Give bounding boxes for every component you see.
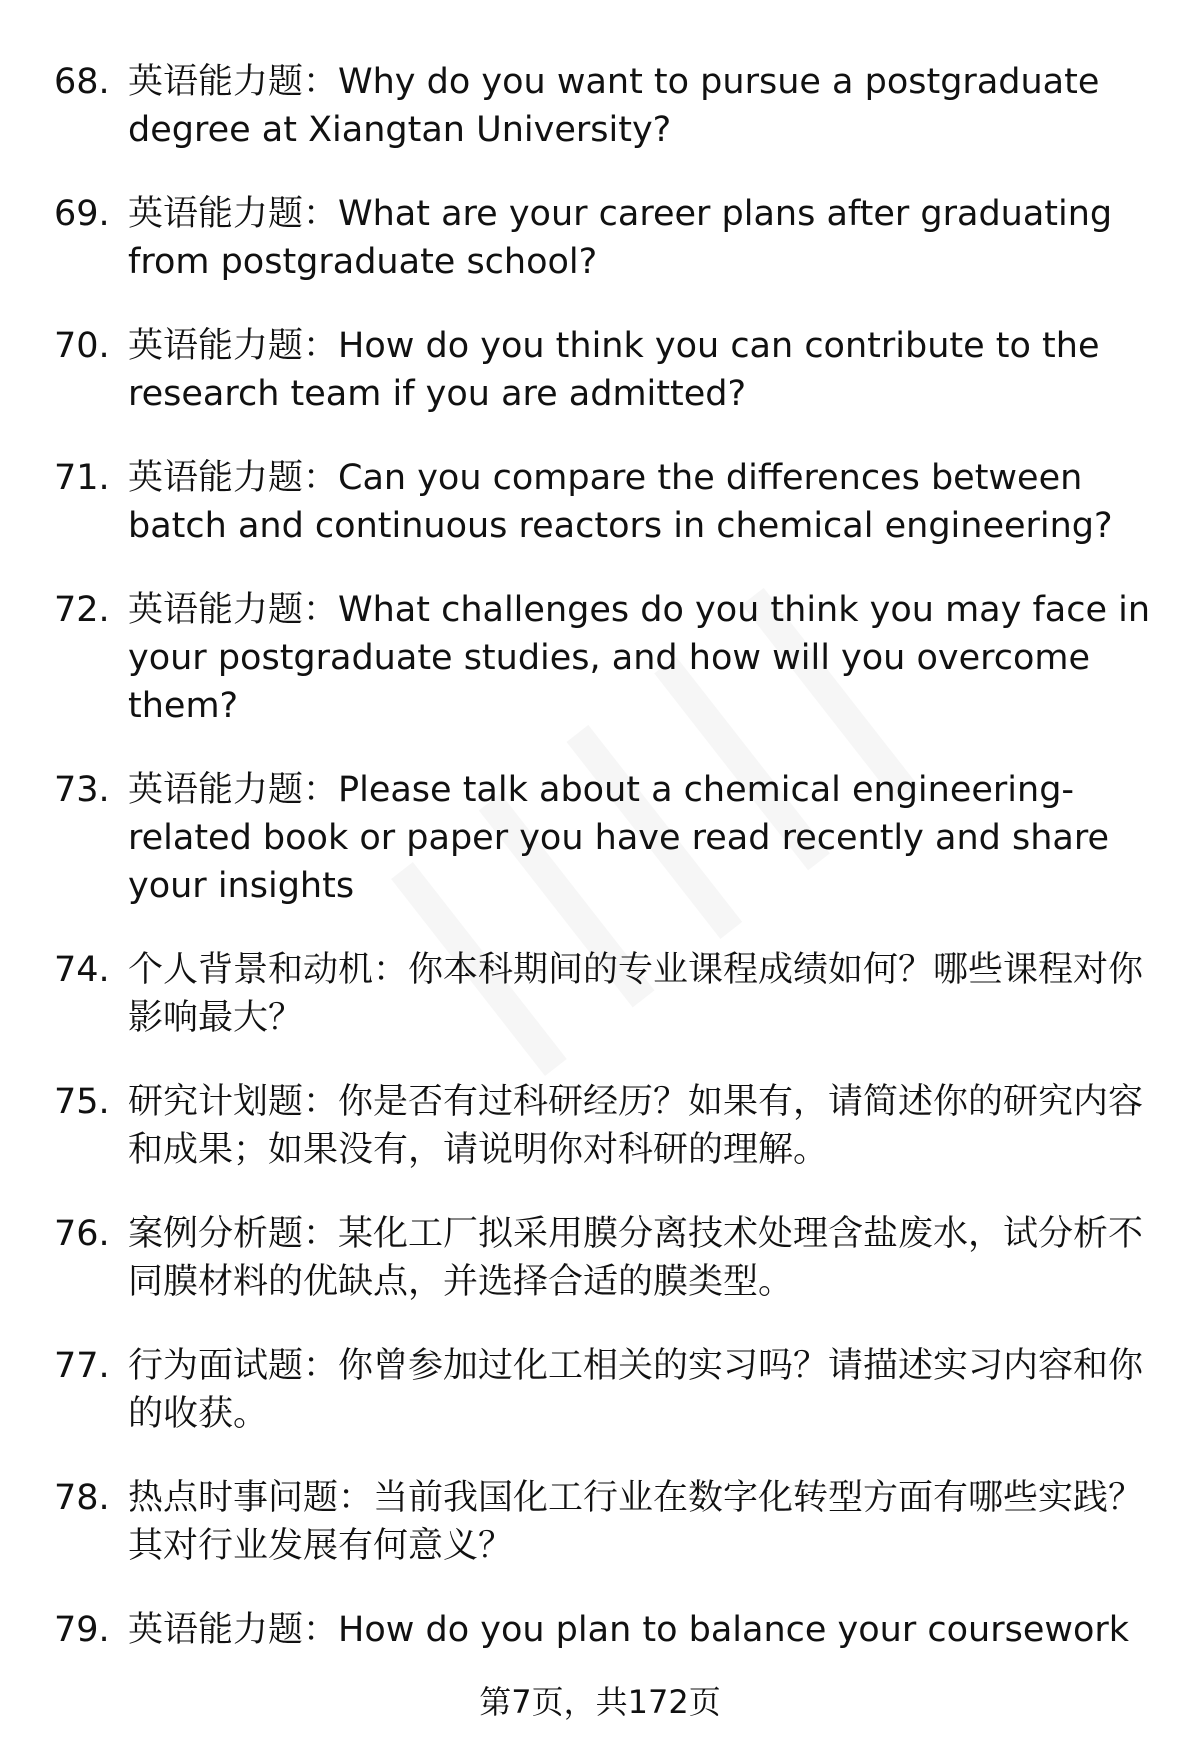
list-item bbox=[54, 1210, 1154, 1306]
question-number: 78. bbox=[54, 1478, 110, 1518]
list-item bbox=[54, 1342, 1154, 1438]
list-item bbox=[54, 58, 1154, 154]
list-item bbox=[54, 766, 1154, 910]
question-list bbox=[54, 58, 1154, 1690]
question-number: 70. bbox=[54, 326, 110, 366]
list-item bbox=[54, 1078, 1154, 1174]
question-number: 69. bbox=[54, 194, 110, 234]
question-text: 英语能力题：Please talk about a chemical engineering-related book or paper you have read recently and share your insights bbox=[128, 770, 1109, 906]
list-item bbox=[54, 1606, 1154, 1654]
list-item bbox=[54, 190, 1154, 286]
question-text: 英语能力题：Can you compare the differences between batch and continuous reactors in chemical engineering? bbox=[128, 458, 1113, 546]
question-number: 71. bbox=[54, 458, 110, 498]
question-text: 案例分析题：某化工厂拟采用膜分离技术处理含盐废水，试分析不同膜材料的优缺点，并选择合适的膜类型。 bbox=[128, 1214, 1144, 1302]
question-text: 热点时事问题：当前我国化工行业在数字化转型方面有哪些实践？其对行业发展有何意义？ bbox=[128, 1478, 1144, 1566]
question-number: 79. bbox=[54, 1610, 110, 1650]
list-item bbox=[54, 946, 1154, 1042]
question-number: 75. bbox=[54, 1082, 110, 1122]
list-item bbox=[54, 1474, 1154, 1570]
question-number: 77. bbox=[54, 1346, 110, 1386]
question-number: 72. bbox=[54, 590, 110, 630]
question-text: 英语能力题：What challenges do you think you may face in your postgraduate studies, and how will you overcome them? bbox=[128, 590, 1151, 726]
question-text: 行为面试题：你曾参加过化工相关的实习吗？请描述实习内容和你的收获。 bbox=[128, 1346, 1144, 1434]
list-item bbox=[54, 322, 1154, 418]
question-text: 英语能力题：Why do you want to pursue a postgraduate degree at Xiangtan University? bbox=[128, 62, 1100, 150]
page-footer: 第7页，共172页 bbox=[479, 1683, 721, 1721]
question-text: 英语能力题：What are your career plans after graduating from postgraduate school? bbox=[128, 194, 1113, 282]
question-text: 英语能力题：How do you plan to balance your coursework bbox=[128, 1610, 1130, 1650]
question-number: 68. bbox=[54, 62, 110, 102]
question-number: 74. bbox=[54, 950, 110, 990]
question-text: 英语能力题：How do you think you can contribute to the research team if you are admitted? bbox=[128, 326, 1100, 414]
question-text: 研究计划题：你是否有过科研经历？如果有，请简述你的研究内容和成果；如果没有，请说明你对科研的理解。 bbox=[128, 1082, 1144, 1170]
question-text: 个人背景和动机：你本科期间的专业课程成绩如何？哪些课程对你影响最大？ bbox=[128, 950, 1144, 1038]
question-number: 73. bbox=[54, 770, 110, 810]
list-item bbox=[54, 586, 1154, 730]
list-item bbox=[54, 454, 1154, 550]
question-number: 76. bbox=[54, 1214, 110, 1254]
